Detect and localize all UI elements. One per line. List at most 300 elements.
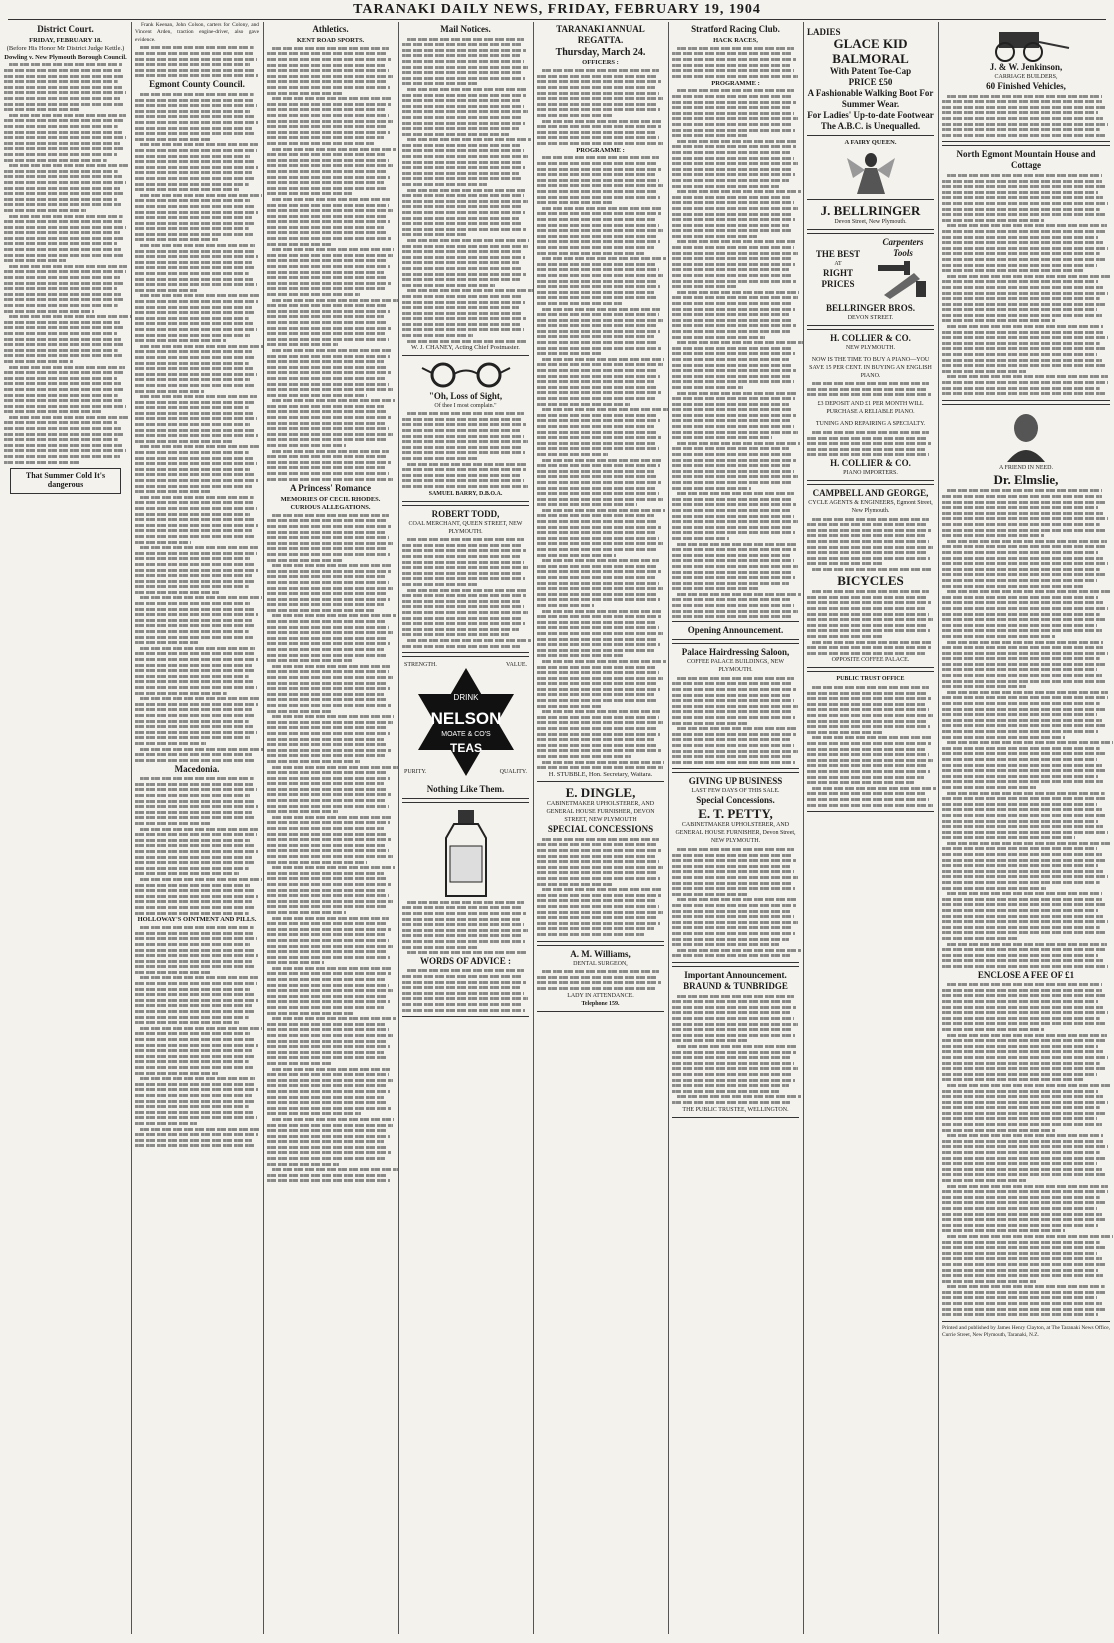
text-line [267,327,391,330]
text-line [267,978,385,981]
text-line [135,563,254,566]
text-line [267,153,385,156]
text-line [135,844,254,847]
text-line [9,416,128,419]
text-line [672,95,793,98]
text-line [807,742,931,745]
text-line [135,328,257,331]
toe-cap-line: With Patent Toe-Cap [829,66,912,76]
text-line [272,1168,398,1171]
text-line [672,112,794,115]
text-line [267,366,388,369]
text-line [807,720,926,723]
the-best: THE BEST [815,249,861,260]
text-line [267,455,388,458]
text-line [942,1252,1097,1255]
coal-merchant-sub: COAL MERCHANT, QUEEN STREET, NEW PLYMOUTH. [408,520,523,535]
text-line [542,559,659,562]
text-line [537,363,663,366]
text-line [267,136,384,139]
text-line [537,184,663,187]
text-line [402,217,519,220]
body-text [942,95,1110,137]
text-line [267,1006,384,1009]
text-line [267,231,388,234]
bellringer-name: J. BELLRINGER [820,203,921,219]
text-line [402,906,523,909]
text-line [267,226,384,229]
text-line [135,912,249,915]
text-line [402,934,521,937]
text-line [942,314,1102,317]
text-line [402,474,520,477]
text-line [402,549,526,552]
text-line [672,201,794,204]
carters-text: Frank Keenan, John Colson, carters for Colony, and Vincent Arden, traction engine-driver, also gave evidence. [135,22,259,43]
jenkinson-name: J. & W. Jenkinson, [989,62,1063,72]
text-line [135,937,257,940]
printer-imprint: Printed and published by James Henry Clayton, at The Taranaki News Office, Currie Street, New Plymouth, Taranaki, N.Z. [942,1324,1110,1339]
text-line [672,453,793,456]
text-line [672,526,791,529]
text-line [942,926,1100,929]
body-text [402,412,529,488]
regatta-date: Thursday, March 24. [555,47,646,58]
text-line [4,203,121,206]
text-line [267,799,385,802]
text-line [537,916,656,919]
text-line [942,1162,1097,1165]
text-line [537,749,661,752]
text-line [942,1257,1102,1260]
text-line [542,761,664,764]
hairdresser-name: Palace Hairdressing Saloon, [681,647,790,658]
text-line [135,255,258,258]
star-of-david-icon [408,664,524,780]
body-text [807,382,934,396]
text-line [4,147,123,150]
text-line [140,46,254,49]
text-line [537,626,659,629]
text-line [267,659,352,662]
text-line [537,403,630,406]
balmoral-price: PRICE £50 [848,77,893,87]
text-line [807,792,925,795]
text-line [4,187,120,190]
text-line [672,938,789,941]
text-line [267,922,388,925]
text-line [537,766,663,769]
text-line [672,280,796,283]
text-line [267,192,352,195]
text-line [942,909,1098,912]
text-line [942,1241,1100,1244]
text-line [672,1017,794,1020]
text-line [942,1280,1036,1283]
text-line [942,264,1097,267]
text-line [402,245,528,248]
text-line [267,821,390,824]
text-line [267,478,393,481]
text-line [537,604,594,607]
text-line [135,999,258,1002]
text-line [267,1151,391,1154]
text-line [812,518,929,521]
text-line [267,394,367,397]
dingle-special: SPECIAL CONCESSIONS [547,824,654,835]
text-line [402,194,524,197]
text-line [4,159,107,162]
text-line [267,1157,385,1160]
text-line [537,263,655,266]
text-line [942,573,1105,576]
text-line [407,463,528,466]
text-line [4,97,120,100]
dentist-attendance: LADY IN ATTENDANCE. [567,992,634,999]
text-line [135,949,254,952]
text-line [402,205,521,208]
text-line [672,268,789,271]
text-line [4,321,120,324]
text-line [135,518,254,521]
text-line [672,531,795,534]
text-line [267,259,386,262]
text-line [272,97,393,100]
text-line [672,1079,795,1082]
text-line [942,629,1102,632]
text-line [672,943,779,946]
text-line [677,949,801,952]
text-line [267,271,384,274]
text-line [942,106,1107,109]
text-line [135,451,249,454]
text-line [942,786,1036,789]
text-line [135,211,258,214]
bellringer-bros: BELLRINGER BROS. [825,302,916,313]
text-line [267,1040,386,1043]
text-line [947,1084,1112,1087]
text-line [672,157,794,160]
text-line [537,570,661,573]
body-text [942,983,1110,1316]
text-line [537,576,655,579]
text-line [135,822,211,825]
text-line [672,554,790,557]
text-line [942,1213,1102,1216]
text-line [267,1163,339,1166]
text-line [272,1017,396,1020]
figs-ad [402,802,529,1017]
text-line [4,80,118,83]
text-line [537,666,655,669]
text-line [537,871,656,874]
text-line [402,211,525,214]
text-line [672,1067,798,1070]
text-line [267,181,384,184]
text-line [807,624,926,627]
text-line [672,179,789,182]
text-line [672,854,793,857]
text-line [942,213,1105,216]
text-line [402,105,524,108]
text-line [537,324,656,327]
body-text [402,38,529,343]
text-line [4,354,122,357]
text-line [402,334,473,337]
text-line [9,215,123,218]
text-line [267,1023,385,1026]
text-line [267,670,389,673]
mountain-house-ad [942,145,1110,400]
text-line [135,462,257,465]
text-line [537,86,655,89]
text-line [542,156,659,159]
text-line [135,895,258,898]
trust-office-heading: PUBLIC TRUST OFFICE [836,676,905,683]
text-line [135,965,255,968]
text-line [402,418,523,421]
text-line [267,637,386,640]
text-line [267,187,388,190]
text-line [402,485,528,488]
text-line [812,431,929,434]
text-line [135,238,218,241]
text-line [140,976,258,979]
text-line [272,665,390,668]
text-line [402,429,520,432]
text-line [672,481,791,484]
text-line [135,708,252,711]
text-line [672,123,791,126]
text-line [537,453,608,456]
text-line [672,459,796,462]
text-line [807,437,928,440]
text-line [537,470,654,473]
text-line [942,1129,1055,1132]
text-line [135,339,226,342]
text-line [267,939,389,942]
text-line [402,912,526,915]
text-line [672,330,790,333]
text-line [135,1021,239,1024]
text-line [4,338,121,341]
text-line [402,923,524,926]
text-line [267,332,385,335]
text-line [942,736,1065,739]
holloway-heading: HOLLOWAY'S OINTMENT AND PILLS. [137,916,257,924]
campbell-ad [807,484,934,668]
cold-ad [10,468,121,495]
text-line [402,583,479,586]
text-line [140,697,259,700]
text-line [135,742,206,745]
text-line [947,489,1102,492]
text-line [942,803,1097,806]
text-line [947,590,1112,593]
text-line [267,176,390,179]
text-line [537,436,661,439]
text-line [672,224,789,227]
text-line [672,1006,796,1009]
text-line [402,555,520,558]
text-line [407,589,528,592]
text-line [672,915,794,918]
text-line [402,228,526,231]
text-line [135,1060,249,1063]
text-line [267,438,386,441]
dentist-telephone: Telephone 159. [581,1000,620,1007]
text-line [267,525,391,528]
text-line [942,752,1105,755]
text-line [4,237,123,240]
text-line [135,630,249,633]
text-line [672,750,798,753]
text-line [807,546,933,549]
text-line [267,654,388,657]
text-line [135,1144,255,1147]
text-line [812,382,929,385]
text-line [942,258,1105,261]
dentist-name: A. M. Williams, [570,948,631,959]
body-text [537,69,664,145]
text-line [402,457,479,460]
text-line [267,900,393,903]
text-line [942,652,1108,655]
text-line [402,1003,521,1006]
text-line [942,241,1103,244]
tea-value-label: VALUE. [505,662,527,669]
body-text [807,518,934,571]
text-line [672,185,779,188]
text-line [672,403,789,406]
text-line [267,698,388,701]
text-line [942,303,1105,306]
text-line [942,495,1102,498]
text-line [537,877,660,880]
text-line [135,1139,252,1142]
text-line [672,425,794,428]
giving-up-business: GIVING UP BUSINESS [688,776,783,787]
text-line [942,808,1102,811]
text-line [537,347,661,350]
text-line [267,905,386,908]
text-line [672,722,749,725]
text-line [402,997,528,1000]
text-line [807,596,928,599]
text-line [267,956,390,959]
text-line [672,285,736,288]
text-line [537,179,659,182]
text-line [140,294,259,297]
text-line [267,1107,391,1110]
text-line [267,170,386,173]
macedonia-heading: Macedonia. [174,763,220,774]
text-line [135,900,252,903]
text-line [135,1066,253,1069]
piano-importers: PIANO IMPORTERS. [843,470,898,477]
text-line [135,624,255,627]
elmslie-name: Dr. Elmslie, [993,471,1059,487]
text-line [812,590,929,593]
text-line [402,301,525,304]
text-line [672,101,796,104]
text-line [4,371,123,374]
text-line [537,514,654,517]
text-line [537,905,659,908]
text-line [537,218,655,221]
text-line [135,608,254,611]
text-line [135,906,255,909]
text-line [402,940,525,943]
text-line [672,364,793,367]
text-line [402,918,520,921]
text-line [947,842,1110,845]
text-line [942,1140,1103,1143]
text-line [4,170,118,173]
text-line [267,1129,386,1132]
text-line [537,162,658,165]
text-line [267,861,367,864]
text-line [672,1073,791,1076]
text-line [942,1095,1103,1098]
text-line [267,760,360,763]
text-line [672,475,798,478]
text-line [537,235,656,238]
text-line [942,864,1098,867]
text-line [402,172,519,175]
text-line [402,261,519,264]
text-line [402,645,520,648]
text-line [942,562,1108,565]
text-line [537,103,656,106]
text-line [4,259,66,262]
text-line [4,142,120,145]
text-line [942,292,1108,295]
text-line [942,859,1107,862]
text-line [672,487,751,490]
text-line [267,360,384,363]
text-line [672,503,796,506]
text-line [135,971,211,974]
text-line [402,161,521,164]
text-line [537,252,644,255]
text-line [267,972,391,975]
text-line [135,507,257,510]
text-line [267,125,386,128]
text-line [542,710,660,713]
text-line [135,1055,255,1058]
text-line [537,386,658,389]
text-line [267,849,389,852]
hairdresser-ad [672,643,799,769]
text-line [267,950,386,953]
text-line [947,540,1107,543]
text-line [267,243,331,246]
text-line [537,224,659,227]
text-line [267,388,393,391]
text-line [135,1072,218,1075]
text-line [672,682,793,685]
text-line [140,596,262,599]
text-line [807,753,929,756]
opposite-coffee-palace: OPPOSITE COFFEE PALACE. [831,657,910,664]
text-line [537,296,658,299]
text-line [135,227,249,230]
text-line [537,733,660,736]
text-line [537,173,655,176]
text-line [672,515,794,518]
text-line [407,901,524,904]
